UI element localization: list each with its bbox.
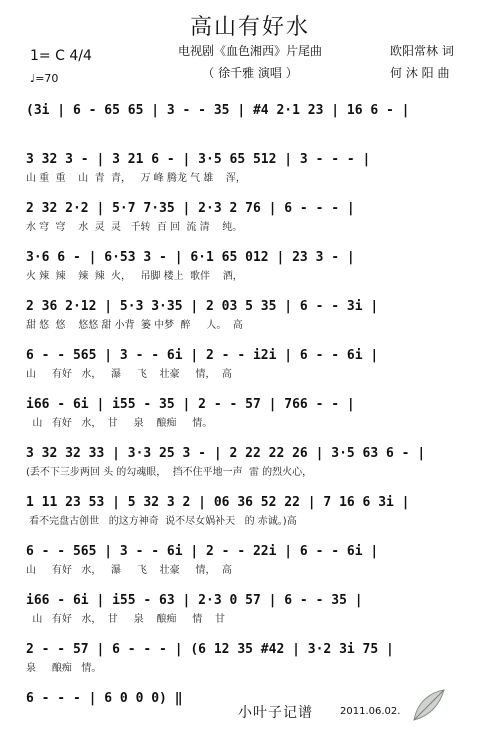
song-source: 电视剧《血色湘西》片尾曲 xyxy=(177,44,322,58)
notes-line: 2 - - 57 | 6 - - - | (6 12 35 #42 | 3·2 3i 75 | xyxy=(26,642,394,657)
score-system xyxy=(26,198,476,247)
score-system xyxy=(26,394,476,443)
lyrics-line: 泉 酿痴 情。 xyxy=(26,663,102,674)
notes-line: 6 - - - | 6 0 0 0) ‖ xyxy=(26,691,183,706)
lyrics-line: 山 有好 水， 甘 泉 酿痴 情 甘 xyxy=(26,614,226,625)
leaf-icon xyxy=(408,686,448,730)
lyrics-line: 水 穹 穹 水 灵 灵 千转 百 回 流 清 纯。 xyxy=(26,222,243,233)
lyrics-line: 山 有好 水， 瀑 飞 壮豪 情， 高 xyxy=(26,369,232,380)
notes-line: 3 32 3 - | 3 21 6 - | 3·5 65 512 | 3 - - - | xyxy=(26,152,371,167)
lyrics-line: 火 辣 辣 辣 辣 火， 吊脚 楼上 歌伴 酒， xyxy=(26,271,243,282)
tempo-marking: ♩=70 xyxy=(30,72,59,85)
notes-line: i66 - 6i | i55 - 35 | 2 - - 57 | 766 - - | xyxy=(26,397,355,412)
score-system xyxy=(26,639,476,688)
score-system xyxy=(26,149,476,198)
lyrics-line: 甜 悠 悠 悠悠 甜 小背 篓 中梦 醉 人。 高 xyxy=(26,320,243,331)
notes-line: i66 - 6i | i55 - 63 | 2·3 0 57 | 6 - - 35 | xyxy=(26,593,363,608)
score xyxy=(26,100,476,740)
transcriber-signature: 小叶子记谱 xyxy=(238,705,313,721)
score-system xyxy=(26,443,476,492)
notes-line: 6 - - 565 | 3 - - 6i | 2 - - i2i | 6 - - 6i | xyxy=(26,348,379,363)
transcription-date: 2011.06.02. xyxy=(340,706,401,717)
score-system xyxy=(26,590,476,639)
lyrics-line: 看不完盘古创世 的这方神奇 说不尽女娲补天 的 赤诚。)高 xyxy=(26,516,297,527)
notes-line: 2 32 2·2 | 5·7 7·35 | 2·3 2 76 | 6 - - - | xyxy=(26,201,355,216)
lyrics-line: (丢不下三步两回 头 的勾魂眼， 挡不住平地一声 雷 的烈火心， xyxy=(26,467,313,478)
score-system xyxy=(26,345,476,394)
key-signature: 1= C 4/4 xyxy=(30,48,92,64)
notes-line: 6 - - 565 | 3 - - 6i | 2 - - 22i | 6 - - 6i | xyxy=(26,544,379,559)
score-system xyxy=(26,100,476,149)
singer-credit: （ 徐千雅 演唱 ） xyxy=(202,66,298,80)
composer-credit: 何 沐 阳 曲 xyxy=(390,66,450,80)
notes-line: 2 36 2·12 | 5·3 3·35 | 2 03 5 35 | 6 - - 3i | xyxy=(26,299,379,314)
lyrics-line: 山 有好 水， 甘 泉 酿痴 情。 xyxy=(26,418,213,429)
lyrics-line: 山 有好 水， 瀑 飞 壮豪 情， 高 xyxy=(26,565,232,576)
lyricist-credit: 欧阳常林 词 xyxy=(390,44,454,58)
page-title: 高山有好水 xyxy=(189,15,310,40)
lyrics-line xyxy=(26,122,476,138)
notes-line: 1 11 23 53 | 5 32 3 2 | 06 36 52 22 | 7 16 6 3i | xyxy=(26,495,410,510)
notes-line: (3i | 6 - 65 65 | 3 - - 35 | #4 2·1 23 | 16 6 - | xyxy=(26,103,410,118)
notes-line: 3 32 32 33 | 3·3 25 3 - | 2 22 22 26 | 3·5 63 6 - | xyxy=(26,446,426,461)
score-system xyxy=(26,296,476,345)
lyrics-line: 山 重 重 山 青 青， 万 峰 腾龙 气 雄 浑， xyxy=(26,173,246,184)
score-system xyxy=(26,247,476,296)
score-system xyxy=(26,492,476,541)
notes-line: 3·6 6 - | 6·53 3 - | 6·1 65 012 | 23 3 - | xyxy=(26,250,355,265)
score-system xyxy=(26,541,476,590)
